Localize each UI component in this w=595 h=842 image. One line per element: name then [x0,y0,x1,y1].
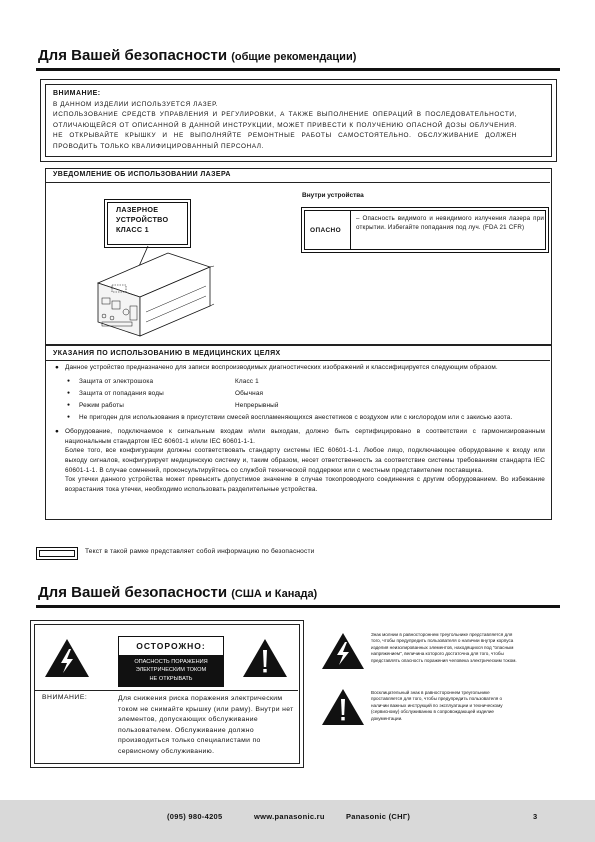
page-footer [0,800,595,842]
attention-text: Для снижения риска поражения электрическим током не снимайте крышку (или раму). Внутри нет элементов, допускающих обслуживание пользователем. Обслуживание должно производиться только специалистами по сервисному обслуживанию. [118,695,294,755]
caution-banner-line3: НЕ ОТКРЫВАТЬ [149,675,193,682]
class-value: Класс 1 [235,377,259,385]
warning-body: ИСПОЛЬЗОВАНИЕ СРЕДСТВ УПРАВЛЕНИЯ И РЕГУЛИРОВКИ, А ТАКЖЕ ВЫПОЛНЕНИЕ ОПЕРАЦИЙ В ПОСЛЕДОВАТЕЛЬНОСТИ, ОТЛИЧАЮЩЕЙСЯ ОТ ОПИСАННОЙ В ДАННОЙ ИНСТРУКЦИИ, МОЖЕТ ПРИВЕСТИ К ПОЛУЧЕНИЮ ОПАСНОЙ ДОЗЫ ОБЛУЧЕНИЯ. НЕ ОТКРЫВАЙТЕ КРЫШКУ И НЕ ВЫПОЛНЯЙТЕ РЕМОНТНЫЕ РАБОТЫ САМОСТОЯТЕЛЬНО. ОБСЛУЖИВАНИЕ ДОЛЖЕН ПРОВОДИТЬ ТОЛЬКО КВАЛИФИЦИРОВАННЫЙ ПЕРСОНАЛ. [53,111,517,150]
bullet-dot: ● [67,377,71,384]
class-row [65,377,545,389]
page-number: 3 [533,812,538,821]
medical-bullet-2-text: Оборудование, подключаемое к сигнальным входам и/или выходам, должно быть сертифицировано в соответствии с гармонизированным национальным стандартом IEC 60601-1 и/или IEC 60601-1-1. [65,428,545,445]
class-row [65,401,545,413]
legend-text: Текст в такой рамке представляет собой информацию по безопасности [85,548,315,555]
sub-bullet-text: Не пригоден для использования в присутствии смесей воспламеняющихся анестетиков с воздухом или с кислородом или с закисью азота. [79,413,513,421]
class-value: Обычная [235,389,264,397]
medical-bullet-1-text: Данное устройство предназначено для записи воспроизводимых диагностических изображений и классифицируется следующим образом. [65,364,498,371]
section-title-text: Для Вашей безопасности [38,47,228,64]
caution-title-box [118,636,224,687]
laser-box-inner-rule [45,182,550,183]
section-title-general [38,47,356,64]
exclamation-symbol-icon [321,688,365,726]
bullet-dot: ● [55,428,60,436]
caution-title: ОСТОРОЖНО: [136,641,206,651]
attention-label: ВНИМАНИЕ: [42,694,88,701]
laser-label-line1: ЛАЗЕРНОЕ [116,205,159,214]
bullet-dot: ● [67,413,71,420]
section-subtitle: (общие рекомендации) [231,51,357,63]
warning-content [53,90,517,152]
title-rule [36,605,560,608]
footer-company: Panasonic (СНГ) [346,812,411,821]
class-label: Защита от попадания воды [79,389,164,397]
class-label: Защита от электрошока [79,377,154,385]
medical-bullet-1 [53,363,545,373]
caution-banner-line1: ОПАСНОСТЬ ПОРАЖЕНИЯ [134,659,208,665]
medical-bullet-2 [53,427,545,494]
lightning-warning-icon [44,638,90,678]
lightning-symbol-icon [321,632,365,670]
warning-line1: В ДАННОМ ИЗДЕЛИИ ИСПОЛЬЗУЕТСЯ ЛАЗЕР. [53,101,219,108]
device-illustration [88,236,238,342]
medical-heading-rule [45,360,550,361]
class-row [65,389,545,401]
section-subtitle: (США и Канада) [231,588,318,600]
bullet-dot: ● [67,401,71,408]
exclamation-symbol-text: Восклицательный знак в равностороннем треугольнике проставляется для того, чтобы предупредить пользователя о наличии важных инструкций по эксплуатации и техническому (сервисному) обслуживанию в сопровождающей изделие документации. [371,690,503,721]
caution-banner-line2: ЭЛЕКТРИЧЕСКИМ ТОКОМ [135,667,207,674]
exclamation-warning-icon [242,638,288,678]
legend-frame-sample [36,547,78,560]
footer-url[interactable]: www.panasonic.ru [254,812,325,821]
medical-para-3: Ток утечки данного устройства может превысить допустимое значение в случае токопроводного соединения с другим оборудованием. Во избежание возрастания тока утечки, необходимо использовать разделительные устройства. [65,476,545,493]
section-title-text: Для Вашей безопасности [38,584,228,601]
section-title-usa [38,584,317,601]
medical-para-2: Более того, все конфигурации должны соответствовать стандарту системы IEC 60601-1-1. Любое лицо, подключающее оборудование к входу или выходу сигналов, конфигурирует медицинскую систему и, таким образом, несет ответственность за соответствие системы требованиям стандарта IEC 60601-1-1. В случае сомнений, проконсультируйтесь со службой технической поддержки или с местным представителем поставщика. [65,447,545,474]
bullet-dot: ● [55,364,60,371]
caution-divider [34,690,298,691]
class-list [53,377,545,423]
laser-label-line2: УСТРОЙСТВО [116,215,169,224]
footer-phone: (095) 980-4205 [167,812,223,821]
title-rule [36,68,560,71]
bullet-dot: ● [67,389,71,396]
class-value: Непрерывный [235,401,279,409]
class-label: Режим работы [79,401,124,409]
laser-label-line3: КЛАСС 1 [116,225,149,234]
medical-heading: УКАЗАНИЯ ПО ИСПОЛЬЗОВАНИЮ В МЕДИЦИНСКИХ ЦЕЛЯХ [53,350,281,357]
caution-banner [119,655,223,686]
inside-title: Внутри устройства [302,192,364,199]
class-row [65,413,545,423]
danger-label: ОПАСНО [310,227,342,234]
danger-text: – Опасность видимого и невидимого излучения лазера при открытии. Избегайте попадания под луч. (FDA 21 CFR) [356,215,544,231]
warning-heading: ВНИМАНИЕ: [53,90,101,97]
danger-table [301,207,549,253]
laser-heading: УВЕДОМЛЕНИЕ ОБ ИСПОЛЬЗОВАНИИ ЛАЗЕРА [53,171,231,178]
medical-content [53,363,545,494]
lightning-symbol-text: Знак молнии в равностороннем треугольнике представляется для того, чтобы предупредить пользователя о наличии внутри корпуса изделия неизолированных элементов, находящихся под "опасным напряжением", величина которого достаточна для того, чтобы представлять опасность поражения человека электрическим током. [371,632,517,663]
